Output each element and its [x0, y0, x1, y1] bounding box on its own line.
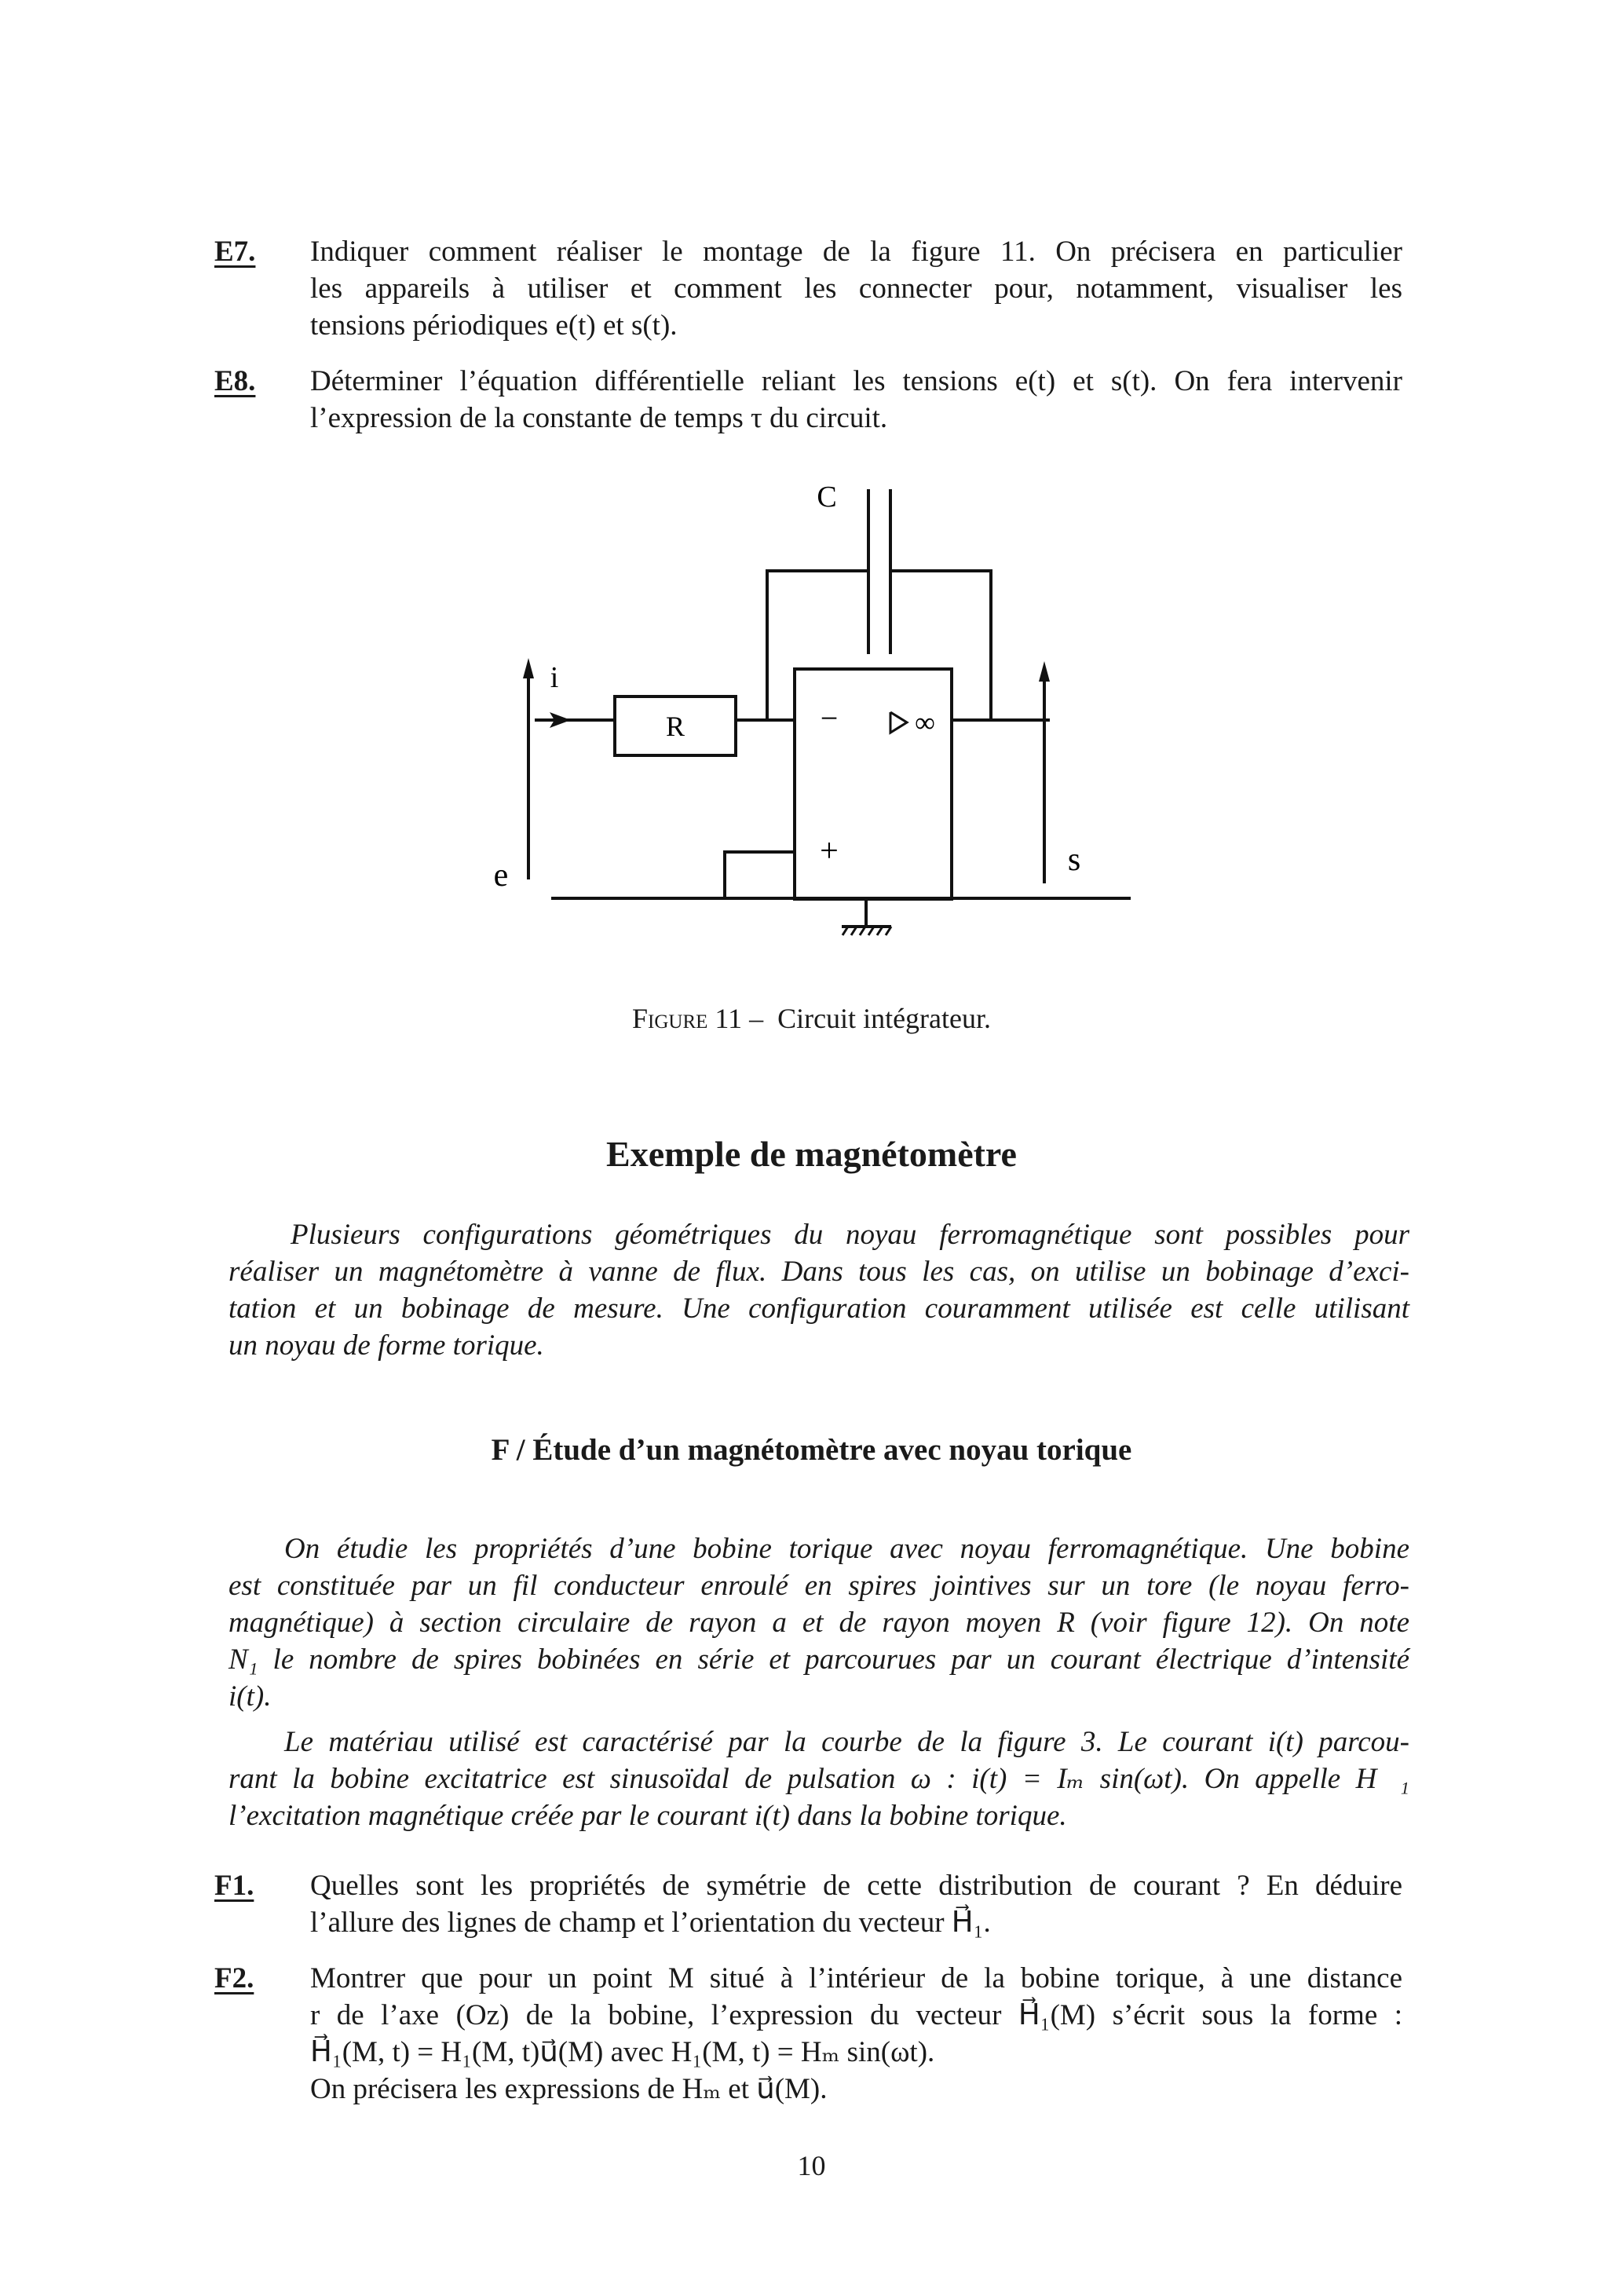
text-line: On étudie les propriétés d’une bobine torique avec noyau ferromagnétique. Une bobine: [284, 1533, 1409, 1565]
figure-caption-label: Figure 11 –: [632, 1003, 764, 1034]
text-line: est constituée par un fil conducteur enroulé en spires jointives sur un tore (le noyau ferro-: [228, 1570, 1409, 1602]
text-line: i(t).: [228, 1680, 272, 1713]
text-line: Montrer que pour un point M situé à l’intérieur de la bobine torique, à une distance: [310, 1962, 1402, 1994]
text-line: r de l’axe (Oz) de la bobine, l’expression du vecteur H⃗₁(M) s’écrit sous la forme :: [310, 1999, 1402, 2031]
e-arrow-head: [523, 658, 534, 678]
label-minus: −: [820, 700, 839, 736]
s-arrow-head: [1039, 661, 1050, 682]
text-line: l’expression de la constante de temps τ du circuit.: [310, 402, 888, 434]
figure-caption: [0, 1000, 1623, 1037]
text-line: Quelles sont les propriétés de symétrie de cette distribution de courant ? En déduire: [310, 1870, 1402, 1902]
figure-caption-text: Circuit intégrateur.: [777, 1003, 991, 1034]
text-line: Le matériau utilisé est caractérisé par la courbe de la figure 3. Le courant i(t) parcou-: [284, 1726, 1409, 1758]
label-R: R: [665, 711, 685, 742]
feedback-right: [890, 571, 991, 720]
label-infinity: ∞: [915, 707, 935, 738]
question-f1-text: [310, 1867, 1402, 1941]
text-line: les appareils à utiliser et comment les connecter pour, notamment, visualiser les: [310, 272, 1402, 305]
feedback-left: [767, 571, 868, 720]
label-s: s: [1067, 842, 1081, 878]
paragraph-2: [228, 1724, 1409, 1834]
question-e8-text: [310, 363, 1402, 437]
subsection-title: F / Étude d’un magnétomètre avec noyau torique: [491, 1433, 1132, 1467]
section-title: Exemple de magnétomètre: [606, 1134, 1017, 1174]
text-line: Plusieurs configurations géométriques du noyau ferromagnétique sont possibles pour: [291, 1219, 1409, 1251]
question-label-f1: F1.: [214, 1870, 254, 1902]
question-label-e8: E8.: [214, 365, 256, 397]
text-line: On précisera les expressions de Hₘ et u⃗(M).: [310, 2073, 828, 2105]
paragraph-1: [228, 1530, 1409, 1715]
text-line: Déterminer l’équation différentielle reliant les tensions e(t) et s(t). On fera intervenir: [310, 365, 1402, 397]
page-number: 10: [797, 2150, 826, 2181]
integrator-circuit: [471, 471, 1178, 982]
text-line: magnétique) à section circulaire de rayon a et de rayon moyen R (voir figure 12). On note: [228, 1607, 1409, 1639]
text-line: Indiquer comment réaliser le montage de la figure 11. On précisera en particulier: [310, 236, 1402, 268]
text-line: réaliser un magnétomètre à vanne de flux. Dans tous les cas, on utilise un bobinage d’exci-: [228, 1256, 1409, 1288]
question-e7-text: [310, 233, 1402, 344]
text-line: un noyau de forme torique.: [228, 1329, 544, 1362]
non-inverting-wire: [725, 852, 795, 898]
opamp-triangle: [890, 712, 907, 733]
opamp-box: [795, 669, 952, 899]
text-line: l’excitation magnétique créée par le courant i(t) dans la bobine torique.: [228, 1800, 1067, 1832]
label-C: C: [817, 481, 837, 514]
question-label-e7: E7.: [214, 236, 256, 268]
question-label-f2: F2.: [214, 1962, 254, 1994]
text-line: tensions périodiques e(t) et s(t).: [310, 309, 678, 342]
text-line: rant la bobine excitatrice est sinusoïdal de pulsation ω : i(t) = Iₘ sin(ωt). On appelle H⃗₁: [228, 1763, 1409, 1795]
label-e: e: [493, 857, 509, 894]
text-line: H⃗₁(M, t) = H₁(M, t)u⃗(M) avec H₁(M, t) = Hₘ sin(ωt).: [310, 2036, 935, 2068]
text-line: l’allure des lignes de champ et l’orientation du vecteur H⃗₁.: [310, 1907, 991, 1939]
text-line: tation et un bobinage de mesure. Une configuration couramment utilisée est celle utilisant: [228, 1292, 1409, 1325]
question-f2-text: [310, 1960, 1402, 2108]
intro-paragraph: [228, 1216, 1409, 1364]
label-i: i: [550, 661, 559, 694]
text-line: N₁ le nombre de spires bobinées en série et parcourues par un courant électrique d’intensité: [228, 1643, 1409, 1676]
label-plus: +: [820, 833, 839, 869]
